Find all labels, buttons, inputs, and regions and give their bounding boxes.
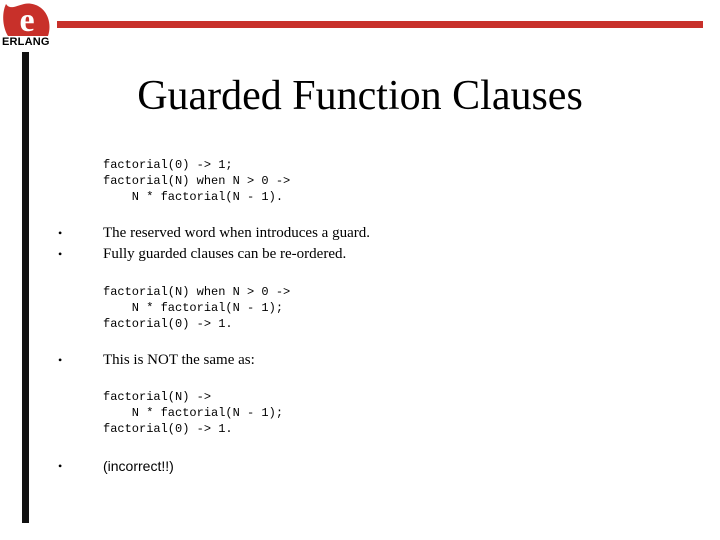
svg-text:e: e [19,2,35,38]
code-block-guarded: factorial(0) -> 1; factorial(N) when N > 0 -> N * factorial(N - 1). [103,158,291,204]
erlang-logo-icon [2,2,52,38]
bullet-marker: • [58,459,63,473]
code-block-unguarded: factorial(N) -> N * factorial(N - 1); factorial(0) -> 1. [103,390,284,436]
bullet-text: Fully guarded clauses can be re-ordered. [103,246,347,262]
top-accent-bar [57,21,703,28]
left-accent-bar [22,52,29,523]
code-block-reordered: factorial(N) when N > 0 -> N * factorial(N - 1); factorial(0) -> 1. [103,285,291,331]
bullet-marker: • [58,353,63,367]
bullet-marker: • [58,247,63,261]
bullet-text: The reserved word when introduces a guard. [103,225,370,241]
slide-title: Guarded Function Clauses [137,73,583,119]
bullet-item [58,456,658,476]
bullet-item [58,350,658,370]
bullet-item [58,223,658,243]
bullet-text: This is NOT the same as: [103,352,255,368]
bullet-marker: • [58,226,63,240]
erlang-logo [0,0,60,52]
bullet-text: (incorrect!!) [103,458,174,474]
bullet-item [58,244,658,264]
erlang-logo-text: ERLANG [2,36,50,48]
